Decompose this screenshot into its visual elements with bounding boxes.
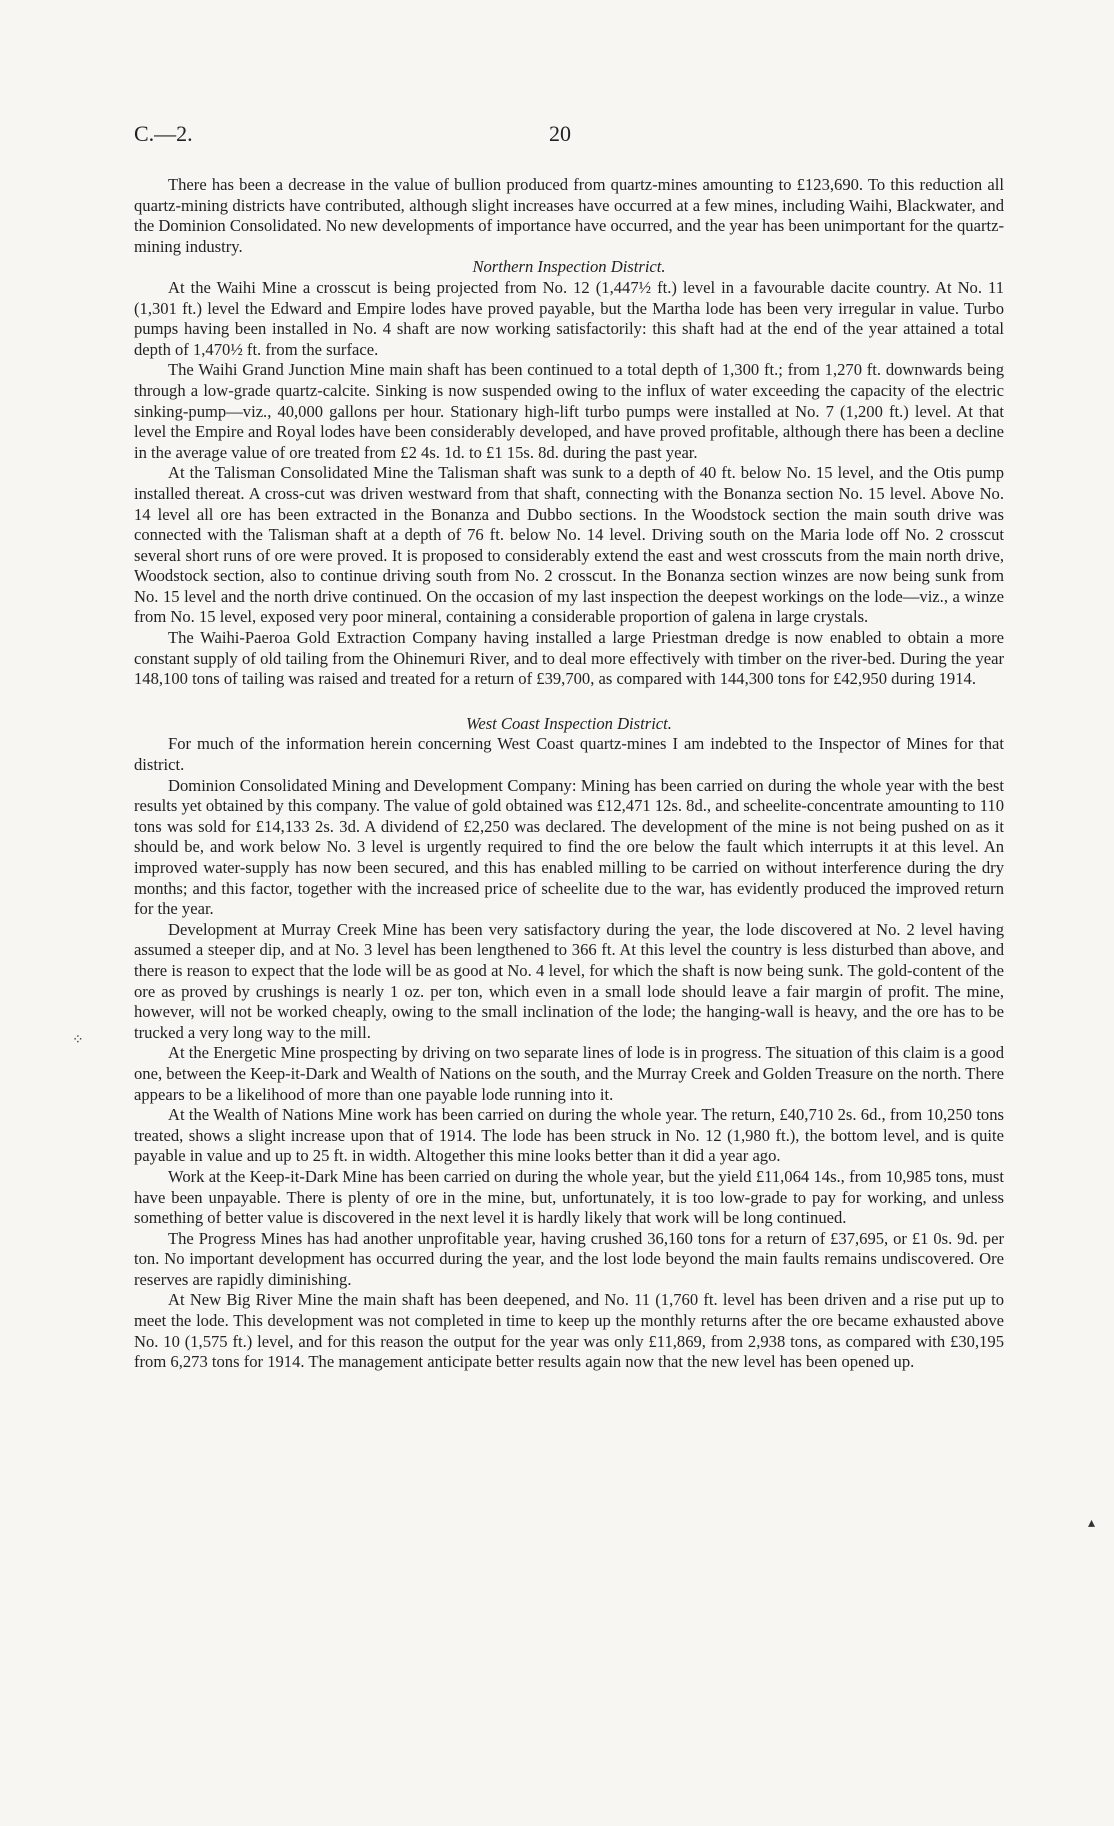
scan-speck: ⁘ <box>72 1033 84 1048</box>
paragraph-waihi-paeroa: The Waihi-Paeroa Gold Extraction Company having installed a large Priestman dredge is now enabled to obtain a more constant supply of old tailing from the Ohinemuri River, and to deal more effectively with timber on the river-bed. During the year 148,100 tons of tailing was raised and treated for a return of £39,700, as compared with 144,300 tons for £42,950 during 1914. <box>134 628 1004 689</box>
paragraph-grand-junction: The Waihi Grand Junction Mine main shaft has been continued to a total depth of 1,300 ft.; from 1,270 ft. downwards being through a low-grade quartz-calcite. Sinking is now suspended owing to the influx of water exceeding the capacity of the electric sinking-pump—viz., 40,000 gallons per hour. Stationary high-lift turbo pumps were installed at No. 7 (1,200 ft.) level. At that level the Empire and Royal lodes have been considerably developed, and have proved profitable, although there has been a decline in the average value of ore treated from £2 4s. 1d. to £1 15s. 8d. during the past year. <box>134 360 1004 462</box>
paragraph-new-big-river: At New Big River Mine the main shaft has been deepened, and No. 11 (1,760 ft. level has been driven and a rise put up to meet the lode. This development was not completed in time to keep up the monthly returns after the ore became exhausted above No. 10 (1,575 ft.) level, and for this reason the output for the year was only £11,869, from 2,938 tons, as compared with £30,195 from 6,273 tons for 1914. The management anticipate better results again now that the new level has been opened up. <box>134 1290 1004 1372</box>
northern-district-heading: Northern Inspection District. <box>472 257 666 277</box>
west-coast-district-heading: West Coast Inspection District. <box>466 713 672 733</box>
document-code: C.—2. <box>134 121 193 146</box>
page-body <box>134 175 1004 1373</box>
intro-paragraph: There has been a decrease in the value of bullion produced from quartz-mines amounting to £123,690. To this reduction all quartz-mining districts have contributed, although slight increases have occurred at a few mines, including Waihi, Blackwater, and the Dominion Consolidated. No new developments of importance have occurred, and the year has been unimportant for the quartz-mining industry. <box>134 175 1004 256</box>
paragraph-dominion-consolidated: Dominion Consolidated Mining and Development Company: Mining has been carried on during the whole year with the best results yet obtained by this company. The value of gold obtained was £12,471 12s. 8d., and scheelite-concentrate amounting to 110 tons was sold for £14,133 2s. 3d. A dividend of £2,250 was declared. The development of the mine is not being pushed on as it should be, and work below No. 3 level is urgently required to find the ore below the fault which interrupts it at this level. An improved water-supply has now been secured, and this has enabled milling to be carried on without interference during the dry months; and this factor, together with the increased price of scheelite due to the war, has evidently produced the improved return for the year. <box>134 775 1004 919</box>
paragraph-waihi: At the Waihi Mine a crosscut is being projected from No. 12 (1,447½ ft.) level in a favourable dacite country. At No. 11 (1,301 ft.) level the Edward and Empire lodes have proved payable, but the Martha lode has been very irregular in value. Turbo pumps having been installed in No. 4 shaft are now working satisfactorily: this shaft had at the end of the year attained a total depth of 1,470½ ft. from the surface. <box>134 277 1004 359</box>
page-number: 20 <box>549 121 571 146</box>
paragraph-west-coast-intro: For much of the information herein concerning West Coast quartz-mines I am indebted to the Inspector of Mines for that district. <box>134 734 1004 775</box>
scan-speck: ▴ <box>1088 1516 1096 1531</box>
paragraph-murray-creek: Development at Murray Creek Mine has been very satisfactory during the year, the lode discovered at No. 2 level having assumed a steeper dip, and at No. 3 level has been lengthened to 366 ft. At this level the country is less disturbed than above, and there is reason to expect that the lode will be as good at No. 4 level, for which the shaft is now being sunk. The gold-content of the ore as proved by crushings is nearly 1 oz. per ton, which even in a small lode should leave a fair margin of profit. The mine, however, will not be worked cheaply, owing to the small inclination of the lode; the hanging-wall is heavy, and the ore has to be trucked a very long way to the mill. <box>134 919 1004 1042</box>
paragraph-progress-mines: The Progress Mines has had another unprofitable year, having crushed 36,160 tons for a return of £37,695, or £1 0s. 9d. per ton. No important development has occurred during the year, and the lost lode beyond the main faults remains undiscovered. Ore reserves are rapidly diminishing. <box>134 1228 1004 1289</box>
paragraph-energetic: At the Energetic Mine prospecting by driving on two separate lines of lode is in progress. The situation of this claim is a good one, between the Keep-it-Dark and Wealth of Nations on the south, and the Murray Creek and Golden Treasure on the north. There appears to be a likelihood of more than one payable lode running into it. <box>134 1043 1004 1104</box>
paragraph-talisman: At the Talisman Consolidated Mine the Talisman shaft was sunk to a depth of 40 ft. below No. 15 level, and the Otis pump installed thereat. A cross-cut was driven westward from that shaft, connecting with the Bonanza section No. 15 level. Above No. 14 level all ore has been extracted in the Bonanza and Dubbo sections. In the Woodstock section the main south drive was connected with the Talisman shaft at a depth of 76 ft. below No. 14 level. Driving south on the Maria lode off No. 2 crosscut several short runs of ore were proved. It is proposed to considerably extend the east and west crosscuts from the main north drive, Woodstock section, also to continue driving south from No. 2 crosscut. In the Bonanza section winzes are now being sunk from No. 15 level and the north drive continued. On the occasion of my last inspection the deepest workings on the lode—viz., a winze from No. 15 level, exposed very poor mineral, containing a considerable proportion of galena in large crystals. <box>134 463 1004 627</box>
paragraph-wealth-of-nations: At the Wealth of Nations Mine work has been carried on during the whole year. The return, £40,710 2s. 6d., from 10,250 tons treated, shows a slight increase upon that of 1914. The lode has been struck in No. 12 (1,980 ft.), the bottom level, and is quite payable in value and up to 25 ft. in width. Altogether this mine looks better than it did a year ago. <box>134 1105 1004 1166</box>
page-header <box>0 121 1114 151</box>
paragraph-keep-it-dark: Work at the Keep-it-Dark Mine has been carried on during the whole year, but the yield £11,064 14s., from 10,985 tons, must have been unpayable. There is plenty of ore in the mine, but, unfortunately, it is too low-grade to pay for working, and unless something of better value is discovered in the next level it is hardly likely that work will be long continued. <box>134 1166 1004 1228</box>
